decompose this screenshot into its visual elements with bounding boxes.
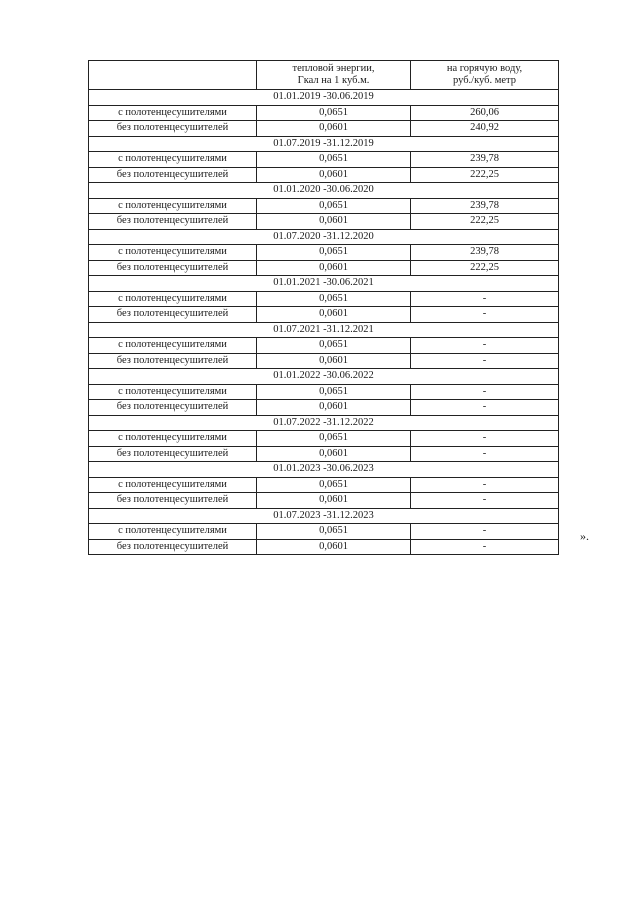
water-value-cell: 239,78 — [411, 152, 559, 168]
heat-value-cell: 0,0651 — [257, 338, 411, 354]
row-name-cell: без полотенцесушителей — [89, 493, 257, 509]
period-row — [89, 322, 559, 338]
table-row — [89, 291, 559, 307]
period-label: 01.07.2019 -31.12.2019 — [89, 136, 559, 152]
row-name-cell: с полотенцесушителями — [89, 384, 257, 400]
period-label: 01.01.2023 -30.06.2023 — [89, 462, 559, 478]
table-row — [89, 260, 559, 276]
period-row — [89, 136, 559, 152]
water-value-cell: 222,25 — [411, 214, 559, 230]
water-value-cell: 239,78 — [411, 245, 559, 261]
table-row — [89, 198, 559, 214]
period-row — [89, 369, 559, 385]
row-name-cell: без полотенцесушителей — [89, 400, 257, 416]
table-row — [89, 446, 559, 462]
water-value-cell: 222,25 — [411, 260, 559, 276]
heat-value-cell: 0,0651 — [257, 477, 411, 493]
row-name-cell: без полотенцесушителей — [89, 446, 257, 462]
water-value-cell: 239,78 — [411, 198, 559, 214]
row-name-cell: с полотенцесушителями — [89, 524, 257, 540]
closing-quote-mark: ». — [580, 529, 589, 543]
table-row — [89, 477, 559, 493]
table-row — [89, 353, 559, 369]
period-row — [89, 229, 559, 245]
header-heat-line1: тепловой энергии, — [292, 62, 375, 74]
water-value-cell: - — [411, 338, 559, 354]
row-name-cell: без полотенцесушителей — [89, 307, 257, 323]
period-row — [89, 415, 559, 431]
period-label: 01.01.2020 -30.06.2020 — [89, 183, 559, 199]
row-name-cell: с полотенцесушителями — [89, 431, 257, 447]
table-row — [89, 384, 559, 400]
heat-value-cell: 0,0651 — [257, 291, 411, 307]
table-row — [89, 400, 559, 416]
period-label: 01.01.2019 -30.06.2019 — [89, 90, 559, 106]
heat-value-cell: 0,0651 — [257, 105, 411, 121]
row-name-cell: без полотенцесушителей — [89, 353, 257, 369]
water-value-cell: - — [411, 291, 559, 307]
heat-value-cell: 0,0601 — [257, 307, 411, 323]
row-name-cell: без полотенцесушителей — [89, 167, 257, 183]
row-name-cell: без полотенцесушителей — [89, 260, 257, 276]
header-heat-line2: Гкал на 1 куб.м. — [297, 75, 370, 86]
table-row — [89, 493, 559, 509]
table-row — [89, 245, 559, 261]
heat-value-cell: 0,0651 — [257, 524, 411, 540]
table-row — [89, 152, 559, 168]
period-row — [89, 183, 559, 199]
table-row — [89, 539, 559, 555]
row-name-cell: с полотенцесушителями — [89, 291, 257, 307]
water-value-cell: - — [411, 493, 559, 509]
water-value-cell: 222,25 — [411, 167, 559, 183]
water-value-cell: - — [411, 539, 559, 555]
row-name-cell: с полотенцесушителями — [89, 338, 257, 354]
heat-value-cell: 0,0601 — [257, 214, 411, 230]
period-label: 01.07.2022 -31.12.2022 — [89, 415, 559, 431]
heat-value-cell: 0,0651 — [257, 152, 411, 168]
table-row — [89, 105, 559, 121]
heat-value-cell: 0,0601 — [257, 260, 411, 276]
tariff-table-body — [89, 61, 559, 555]
water-value-cell: - — [411, 431, 559, 447]
water-value-cell: - — [411, 384, 559, 400]
heat-value-cell: 0,0601 — [257, 493, 411, 509]
header-cell-name — [89, 61, 257, 90]
water-value-cell: - — [411, 307, 559, 323]
period-row — [89, 90, 559, 106]
period-row — [89, 462, 559, 478]
table-row — [89, 167, 559, 183]
heat-value-cell: 0,0601 — [257, 539, 411, 555]
row-name-cell: без полотенцесушителей — [89, 121, 257, 137]
water-value-cell: - — [411, 446, 559, 462]
water-value-cell: 260,06 — [411, 105, 559, 121]
water-value-cell: - — [411, 477, 559, 493]
row-name-cell: с полотенцесушителями — [89, 105, 257, 121]
period-label: 01.01.2022 -30.06.2022 — [89, 369, 559, 385]
water-value-cell: 240,92 — [411, 121, 559, 137]
row-name-cell: с полотенцесушителями — [89, 198, 257, 214]
heat-value-cell: 0,0651 — [257, 245, 411, 261]
period-label: 01.07.2021 -31.12.2021 — [89, 322, 559, 338]
table-row — [89, 121, 559, 137]
table-row — [89, 431, 559, 447]
header-cell-water — [411, 61, 559, 90]
row-name-cell: с полотенцесушителями — [89, 477, 257, 493]
table-row — [89, 524, 559, 540]
tariff-table — [88, 60, 559, 555]
heat-value-cell: 0,0651 — [257, 431, 411, 447]
period-row — [89, 276, 559, 292]
period-row — [89, 508, 559, 524]
heat-value-cell: 0,0601 — [257, 353, 411, 369]
header-water-line1: на горячую воду, — [446, 62, 523, 74]
heat-value-cell: 0,0601 — [257, 167, 411, 183]
row-name-cell: без полотенцесушителей — [89, 214, 257, 230]
header-water-line2: руб./куб. метр — [452, 75, 517, 86]
table-row — [89, 214, 559, 230]
period-label: 01.01.2021 -30.06.2021 — [89, 276, 559, 292]
water-value-cell: - — [411, 524, 559, 540]
heat-value-cell: 0,0601 — [257, 400, 411, 416]
table-row — [89, 307, 559, 323]
water-value-cell: - — [411, 353, 559, 369]
row-name-cell: без полотенцесушителей — [89, 539, 257, 555]
heat-value-cell: 0,0651 — [257, 198, 411, 214]
heat-value-cell: 0,0601 — [257, 446, 411, 462]
header-cell-heat — [257, 61, 411, 90]
row-name-cell: с полотенцесушителями — [89, 245, 257, 261]
heat-value-cell: 0,0651 — [257, 384, 411, 400]
period-label: 01.07.2023 -31.12.2023 — [89, 508, 559, 524]
table-row — [89, 338, 559, 354]
heat-value-cell: 0,0601 — [257, 121, 411, 137]
header-row — [89, 61, 559, 90]
row-name-cell: с полотенцесушителями — [89, 152, 257, 168]
water-value-cell: - — [411, 400, 559, 416]
period-label: 01.07.2020 -31.12.2020 — [89, 229, 559, 245]
